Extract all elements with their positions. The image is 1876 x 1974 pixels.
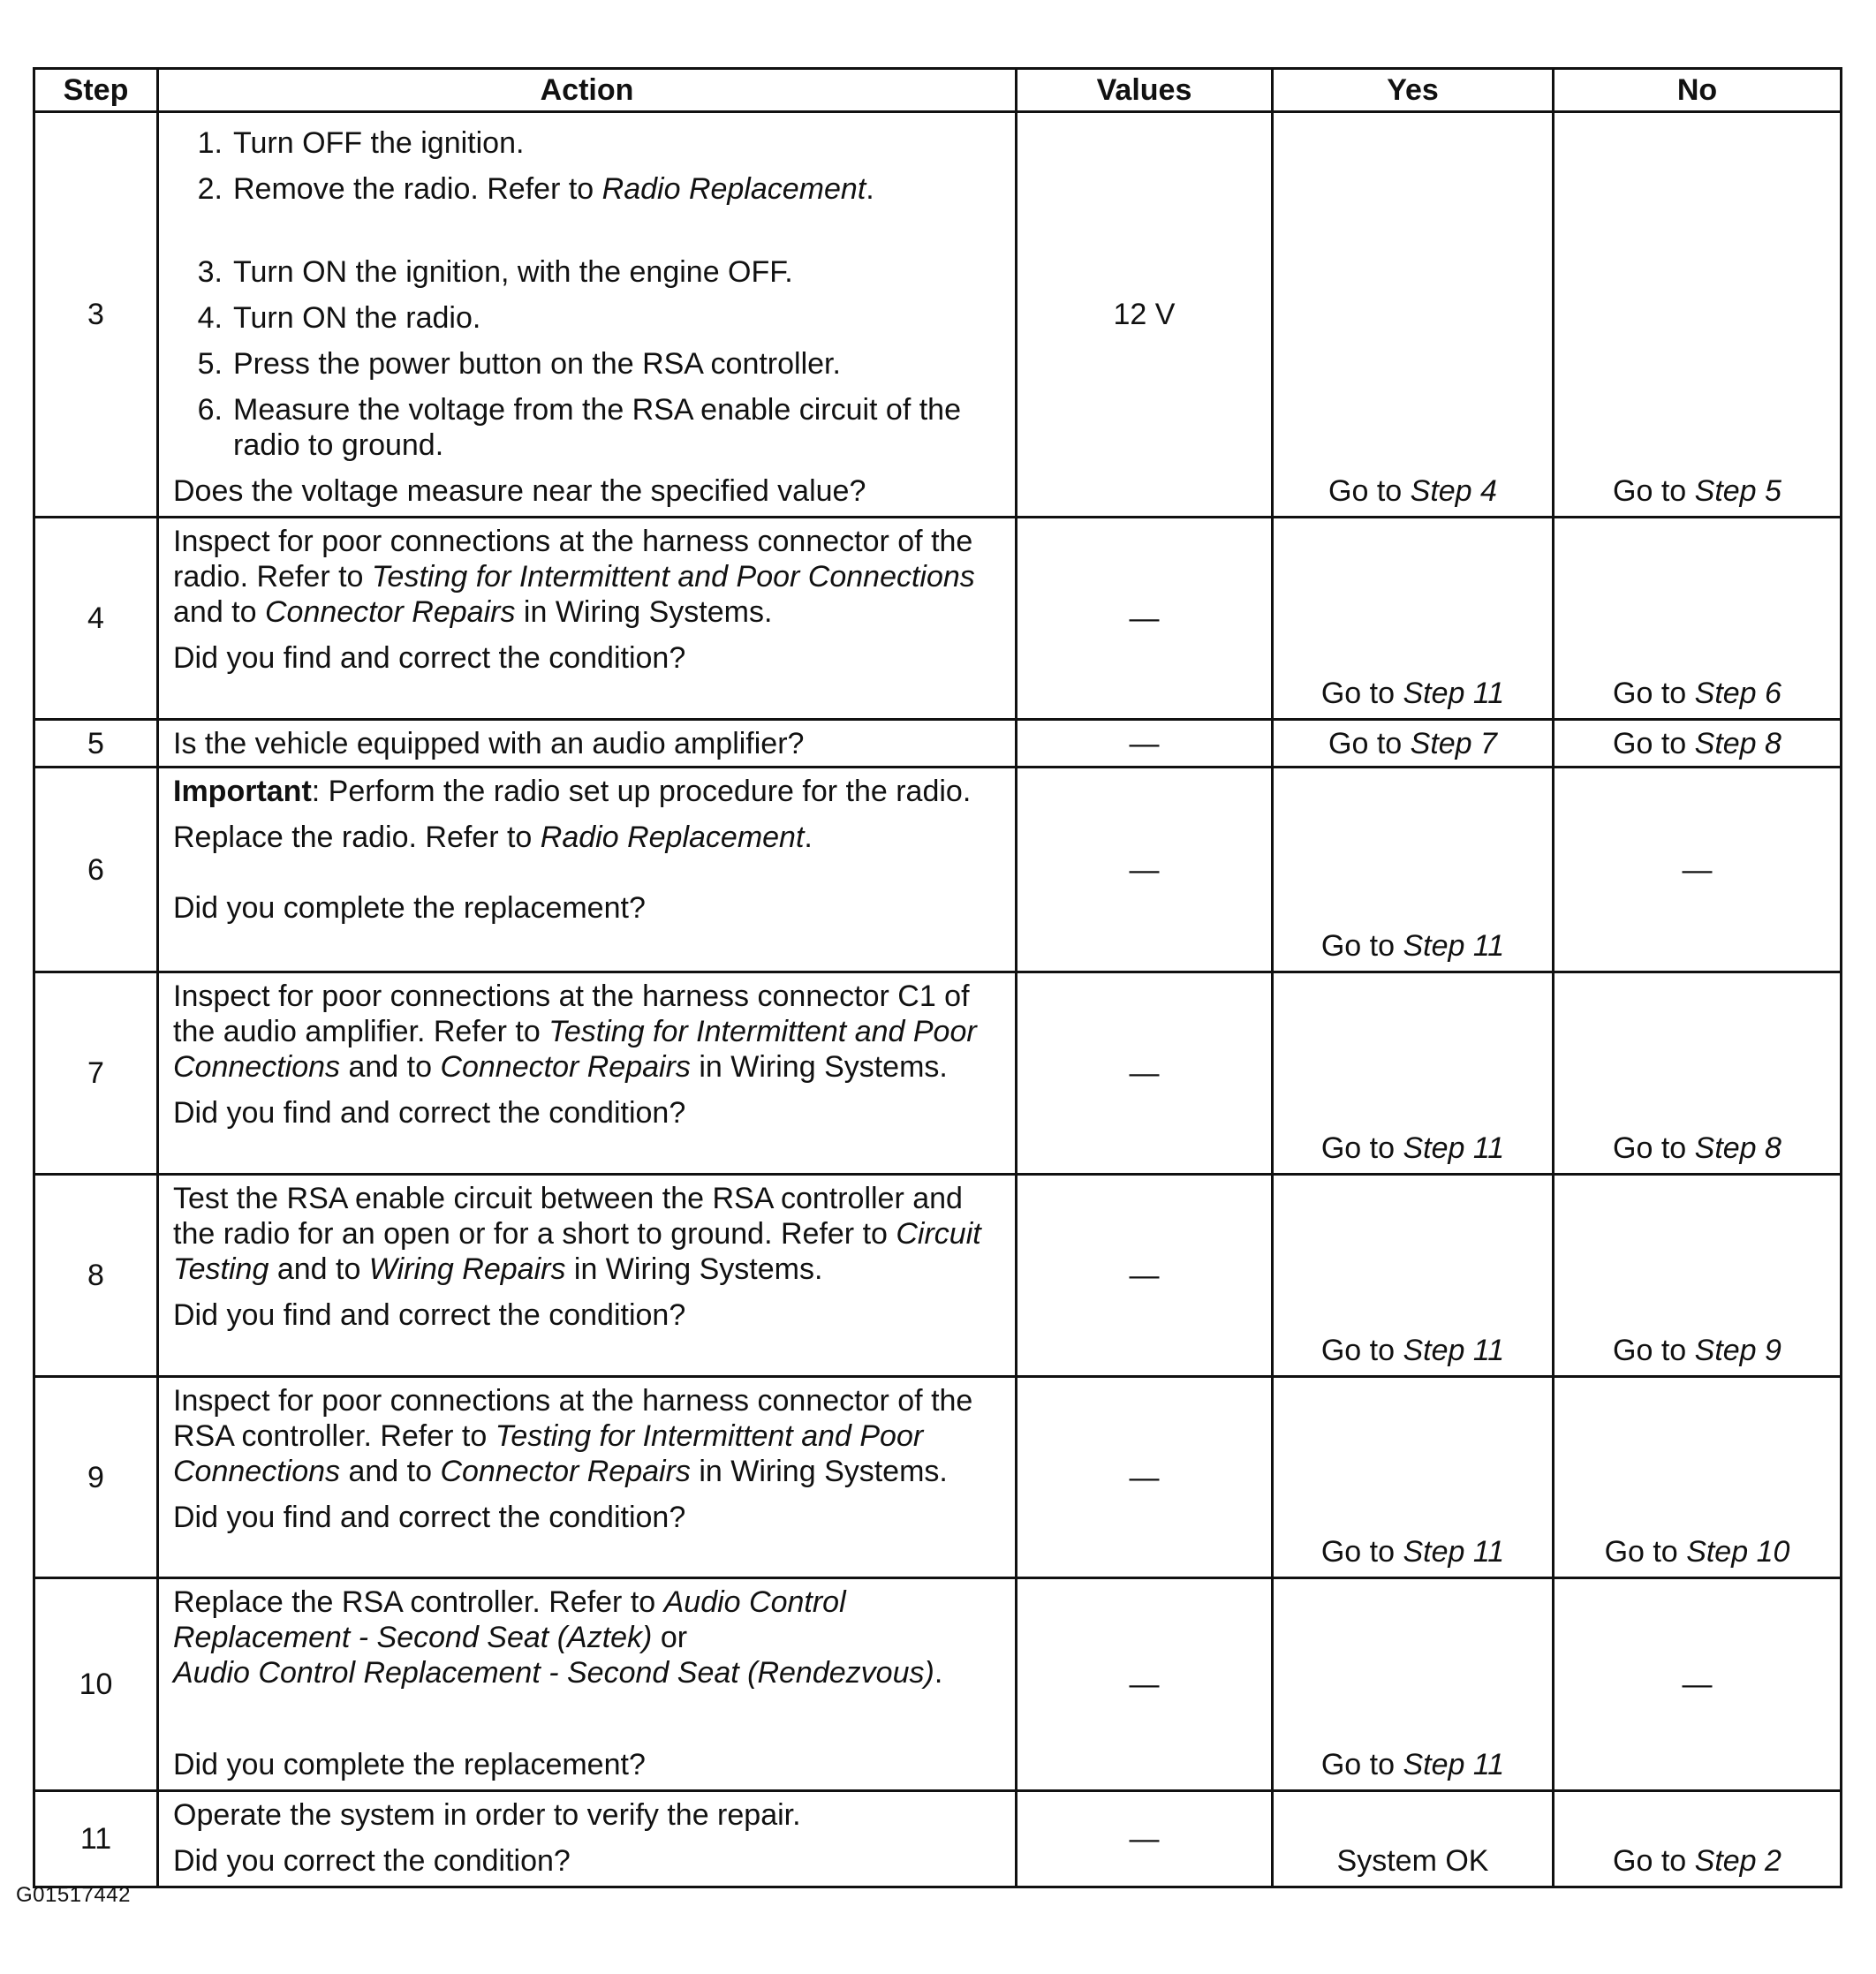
table-row — [34, 1791, 1842, 1887]
no-cell: Go to Step 6 — [1554, 518, 1842, 720]
figure-code: G01517442 — [16, 1883, 131, 1907]
header-step: Step — [34, 69, 158, 112]
value-cell: 12 V — [1017, 112, 1273, 518]
table-row — [34, 768, 1842, 972]
action-question: Did you find and correct the condition? — [173, 641, 686, 675]
yes-cell: Go to Step 11 — [1273, 1175, 1554, 1377]
action-question: Did you complete the replacement? — [173, 1748, 646, 1781]
table-row — [34, 1377, 1842, 1578]
reference-link: Circuit Testing — [173, 1217, 981, 1286]
list-item: 3. Turn ON the ignition, with the engine OFF. — [197, 255, 793, 289]
action-cell — [158, 1791, 1017, 1887]
table-row — [34, 112, 1842, 518]
value-cell: — — [1017, 768, 1273, 972]
no-cell: Go to Step 2 — [1554, 1791, 1842, 1887]
list-item: 1. Turn OFF the ignition. — [197, 126, 525, 160]
reference-link: Connector Repairs — [440, 1455, 691, 1488]
important-note: Important: Perform the radio set up procedure for the radio. — [173, 775, 972, 808]
table-row — [34, 1175, 1842, 1377]
action-question: Did you find and correct the condition? — [173, 1501, 686, 1534]
reference-link: Testing for Intermittent and Poor Connections — [371, 560, 975, 594]
table-row — [34, 1578, 1842, 1791]
value-cell: — — [1017, 1578, 1273, 1791]
action-question: Is the vehicle equipped with an audio amplifier? — [173, 726, 805, 760]
action-text: Operate the system in order to verify the repair. — [173, 1798, 801, 1832]
list-item: 2. Remove the radio. Refer to Radio Replacement. — [197, 172, 874, 206]
yes-cell: Go to Step 4 — [1273, 112, 1554, 518]
step-link: Step 11 — [1403, 1748, 1505, 1781]
list-item: 5. Press the power button on the RSA controller. — [197, 347, 841, 381]
action-cell — [158, 1578, 1017, 1791]
header-no: No — [1554, 69, 1842, 112]
step-link: Step 11 — [1403, 677, 1505, 710]
step-link: Step 8 — [1694, 726, 1781, 760]
list-item: 4. Turn ON the radio. — [197, 301, 481, 335]
step-link: Step 4 — [1410, 474, 1497, 508]
reference-link: Connector Repairs — [264, 595, 516, 629]
step-number: 10 — [34, 1578, 158, 1791]
no-cell: — — [1554, 768, 1842, 972]
no-cell: Go to Step 10 — [1554, 1377, 1842, 1578]
value-cell: — — [1017, 972, 1273, 1175]
step-number: 11 — [34, 1791, 158, 1887]
action-question: Did you find and correct the condition? — [173, 1096, 686, 1130]
action-cell — [158, 1175, 1017, 1377]
step-link: Step 11 — [1403, 1535, 1505, 1569]
table-row — [34, 518, 1842, 720]
yes-cell: Go to Step 11 — [1273, 972, 1554, 1175]
no-cell: Go to Step 8 — [1554, 972, 1842, 1175]
step-link: Step 11 — [1403, 929, 1505, 963]
step-link: Step 10 — [1686, 1535, 1790, 1569]
action-text: Replace the RSA controller. Refer to Audio Control Replacement - Second Seat (Aztek) or Audio Control Replacement - Second Seat (Rendezvous). — [173, 1585, 943, 1690]
action-list — [173, 125, 1002, 463]
reference-link: Wiring Repairs — [368, 1252, 566, 1286]
action-text: Inspect for poor connections at the harness connector of the RSA controller. Refer to Testing for Intermittent and Poor Connections and to Connector Repairs in Wiring Systems. — [173, 1384, 973, 1488]
step-number: 4 — [34, 518, 158, 720]
value-cell: — — [1017, 720, 1273, 768]
value-cell: — — [1017, 1175, 1273, 1377]
yes-cell: Go to Step 11 — [1273, 518, 1554, 720]
no-cell: Go to Step 8 — [1554, 720, 1842, 768]
step-link: Step 5 — [1694, 474, 1781, 508]
header-values: Values — [1017, 69, 1273, 112]
action-question: Did you correct the condition? — [173, 1844, 571, 1878]
no-cell: Go to Step 5 — [1554, 112, 1842, 518]
step-number: 3 — [34, 112, 158, 518]
value-cell: — — [1017, 1377, 1273, 1578]
action-cell — [158, 720, 1017, 768]
yes-cell: Go to Step 11 — [1273, 1578, 1554, 1791]
header-action: Action — [158, 69, 1017, 112]
important-label: Important — [173, 775, 312, 808]
action-cell — [158, 972, 1017, 1175]
step-number: 6 — [34, 768, 158, 972]
step-number: 7 — [34, 972, 158, 1175]
step-link: Step 6 — [1694, 677, 1781, 710]
reference-link: Radio Replacement — [540, 821, 805, 854]
action-text: Test the RSA enable circuit between the RSA controller and the radio for an open or for a short to ground. Refer to Circuit Testing and to Wiring Repairs in Wiring Systems. — [173, 1182, 981, 1286]
reference-link: Radio Replacement — [601, 172, 866, 206]
list-item: 6. Measure the voltage from the RSA enable circuit of the radio to ground. — [197, 393, 962, 462]
header-yes: Yes — [1273, 69, 1554, 112]
reference-link: Audio Control Replacement - Second Seat (Aztek) — [173, 1585, 846, 1654]
value-cell: — — [1017, 1791, 1273, 1887]
no-cell: Go to Step 9 — [1554, 1175, 1842, 1377]
step-link: Step 7 — [1410, 726, 1497, 760]
step-link: Step 11 — [1403, 1334, 1505, 1367]
yes-cell: Go to Step 7 — [1273, 720, 1554, 768]
reference-link: Connector Repairs — [440, 1050, 691, 1084]
action-text: Replace the radio. Refer to Radio Replacement. — [173, 821, 813, 854]
action-question: Does the voltage measure near the specified value? — [173, 474, 866, 508]
reference-link: Audio Control Replacement - Second Seat (Rendezvous) — [173, 1656, 934, 1690]
table-row — [34, 972, 1842, 1175]
action-cell — [158, 1377, 1017, 1578]
step-link: Step 8 — [1694, 1131, 1781, 1165]
action-question: Did you find and correct the condition? — [173, 1298, 686, 1332]
step-number: 8 — [34, 1175, 158, 1377]
reference-link: Testing for Intermittent and Poor Connections — [173, 1015, 977, 1084]
yes-cell: System OK — [1273, 1791, 1554, 1887]
yes-cell: Go to Step 11 — [1273, 1377, 1554, 1578]
action-text: Inspect for poor connections at the harness connector of the radio. Refer to Testing for Intermittent and Poor Connections and to Connector Repairs in Wiring Systems. — [173, 525, 975, 629]
action-question: Did you complete the replacement? — [173, 891, 646, 925]
step-link: Step 2 — [1694, 1844, 1781, 1878]
table-row — [34, 720, 1842, 768]
action-text: Inspect for poor connections at the harness connector C1 of the audio amplifier. Refer to Testing for Intermittent and Poor Connections and to Connector Repairs in Wiring Systems. — [173, 979, 977, 1084]
action-cell — [158, 518, 1017, 720]
action-cell — [158, 112, 1017, 518]
value-cell: — — [1017, 518, 1273, 720]
no-cell: — — [1554, 1578, 1842, 1791]
step-number: 9 — [34, 1377, 158, 1578]
reference-link: Testing for Intermittent and Poor Connections — [173, 1419, 924, 1488]
step-link: Step 9 — [1694, 1334, 1781, 1367]
yes-cell: Go to Step 11 — [1273, 768, 1554, 972]
header-row — [34, 69, 1842, 112]
step-link: Step 11 — [1403, 1131, 1505, 1165]
action-cell — [158, 768, 1017, 972]
diagnostic-table — [33, 67, 1842, 1888]
step-number: 5 — [34, 720, 158, 768]
